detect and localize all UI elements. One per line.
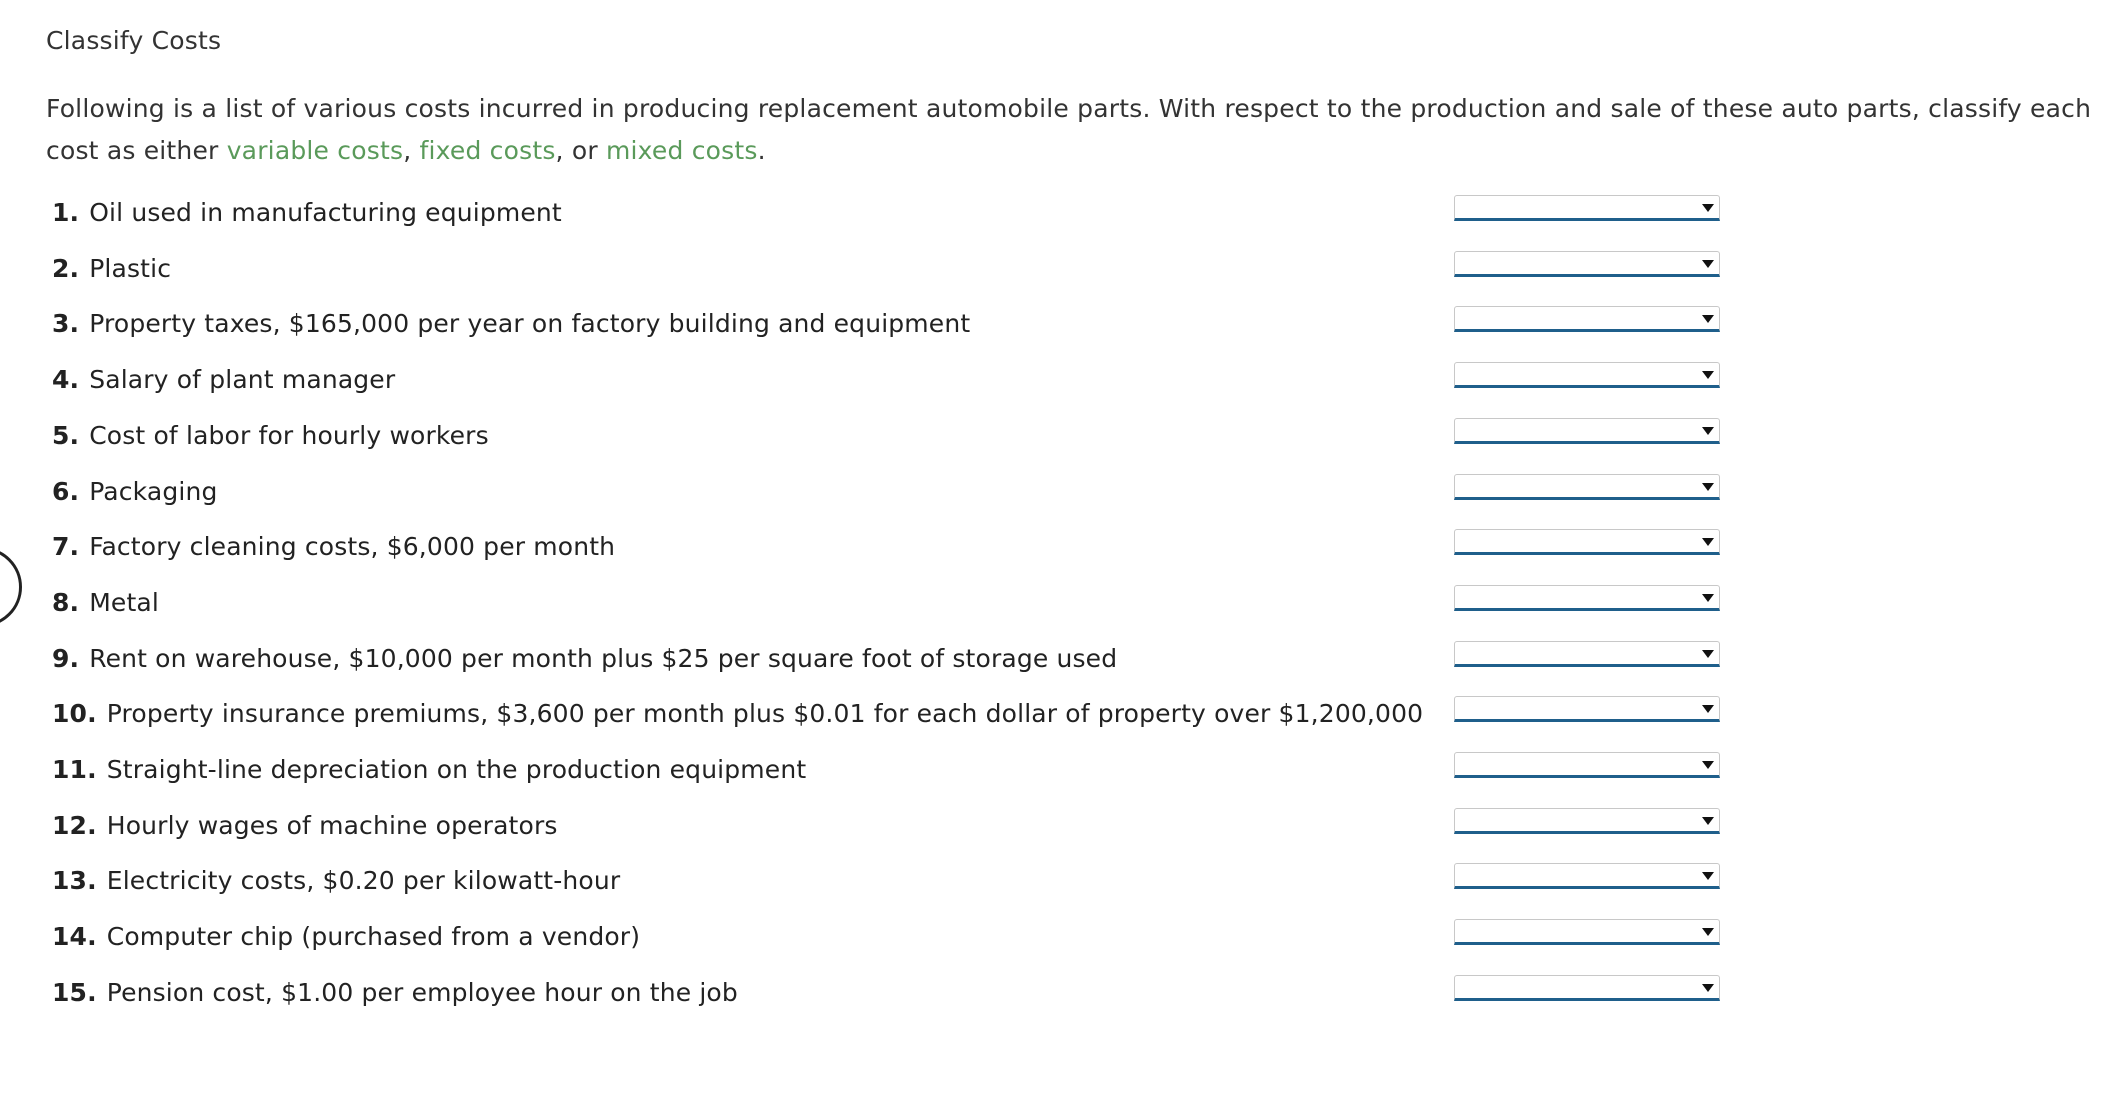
instructions-separator: , <box>403 136 420 165</box>
question-row <box>0 803 2102 859</box>
cost-type-dropdown[interactable] <box>1454 696 1720 722</box>
question-text <box>52 421 489 450</box>
question-number: 7. <box>52 532 80 562</box>
question-row <box>0 190 2102 246</box>
question-number: 11. <box>52 755 97 784</box>
question-label: Electricity costs, $0.20 per kilowatt-hour <box>106 866 621 896</box>
chevron-down-icon <box>1702 928 1714 936</box>
question-text <box>52 866 620 895</box>
question-row <box>0 524 2102 580</box>
cost-type-dropdown[interactable] <box>1454 474 1720 500</box>
question-row <box>0 636 2102 692</box>
question-number: 13. <box>52 866 97 896</box>
chevron-down-icon <box>1702 315 1714 323</box>
question-label: Oil used in manufacturing equipment <box>89 198 562 227</box>
chevron-down-icon <box>1702 594 1714 602</box>
question-row <box>0 691 2102 747</box>
chevron-down-icon <box>1702 538 1714 546</box>
question-label: Property insurance premiums, $3,600 per month plus $0.01 for each dollar of property over $1,200,000 <box>106 699 1424 729</box>
cost-type-dropdown[interactable] <box>1454 752 1720 778</box>
chevron-down-icon <box>1702 761 1714 769</box>
question-row <box>0 301 2102 357</box>
instructions-text: Following is a list of various costs incurred in producing replacement automobile parts. With respect to the production and sale of these auto parts, classify each cost as either <box>46 94 2092 165</box>
question-row <box>0 580 2102 636</box>
page-title: Classify Costs <box>46 26 222 55</box>
question-text <box>52 699 1423 728</box>
question-text <box>52 755 806 784</box>
cost-type-dropdown[interactable] <box>1454 529 1720 555</box>
term-variable-costs-link[interactable]: variable costs <box>226 136 404 165</box>
question-text <box>52 309 970 338</box>
question-label: Factory cleaning costs, $6,000 per month <box>89 532 616 562</box>
cost-type-dropdown[interactable] <box>1454 585 1720 611</box>
cost-type-dropdown[interactable] <box>1454 808 1720 834</box>
cost-type-dropdown[interactable] <box>1454 919 1720 945</box>
question-number: 3. <box>52 309 80 339</box>
question-row <box>0 747 2102 803</box>
question-text <box>52 811 558 840</box>
cost-type-dropdown[interactable] <box>1454 251 1720 277</box>
cost-type-dropdown[interactable] <box>1454 863 1720 889</box>
question-number: 10. <box>52 699 97 729</box>
question-row <box>0 413 2102 469</box>
question-number: 2. <box>52 253 80 283</box>
chevron-down-icon <box>1702 371 1714 379</box>
question-text <box>52 477 217 506</box>
instructions-end: . <box>757 136 766 165</box>
chevron-down-icon <box>1702 705 1714 713</box>
question-label: Rent on warehouse, $10,000 per month plus $25 per square foot of storage used <box>89 643 1118 673</box>
chevron-down-icon <box>1702 483 1714 491</box>
question-text <box>52 978 738 1007</box>
question-label: Packaging <box>89 476 218 506</box>
cost-type-dropdown[interactable] <box>1454 195 1720 221</box>
question-label: Plastic <box>89 253 172 283</box>
question-label: Property taxes, $165,000 per year on factory building and equipment <box>89 309 971 339</box>
question-number: 12. <box>52 810 97 840</box>
question-number: 5. <box>52 420 80 450</box>
term-fixed-costs-link[interactable]: fixed costs <box>419 136 556 165</box>
question-row <box>0 858 2102 914</box>
instructions-separator: , or <box>555 136 606 165</box>
question-row <box>0 357 2102 413</box>
question-text <box>52 644 1117 673</box>
question-text <box>52 532 615 561</box>
question-number: 9. <box>52 643 80 673</box>
question-label: Hourly wages of machine operators <box>106 810 558 840</box>
question-text <box>52 365 395 394</box>
question-text <box>52 254 171 283</box>
question-label: Salary of plant manager <box>89 365 396 395</box>
cost-type-dropdown[interactable] <box>1454 306 1720 332</box>
instructions <box>46 88 2096 172</box>
cost-type-dropdown[interactable] <box>1454 641 1720 667</box>
question-row <box>0 970 2102 1026</box>
cost-type-dropdown[interactable] <box>1454 975 1720 1001</box>
question-label: Metal <box>89 587 159 617</box>
chevron-down-icon <box>1702 260 1714 268</box>
question-number: 15. <box>52 977 97 1007</box>
cost-type-dropdown[interactable] <box>1454 362 1720 388</box>
chevron-down-icon <box>1702 817 1714 825</box>
chevron-down-icon <box>1702 427 1714 435</box>
question-row <box>0 469 2102 525</box>
question-number: 1. <box>52 198 80 227</box>
question-label: Computer chip (purchased from a vendor) <box>106 922 641 952</box>
chevron-down-icon <box>1702 872 1714 880</box>
question-number: 4. <box>52 365 80 395</box>
question-number: 14. <box>52 922 97 952</box>
chevron-down-icon <box>1702 650 1714 658</box>
question-row <box>0 246 2102 302</box>
question-label: Cost of labor for hourly workers <box>89 420 489 450</box>
question-text <box>52 198 562 227</box>
term-mixed-costs-link[interactable]: mixed costs <box>605 136 758 165</box>
chevron-down-icon <box>1702 204 1714 212</box>
question-label: Pension cost, $1.00 per employee hour on the job <box>106 977 738 1007</box>
question-row <box>0 914 2102 970</box>
cost-type-dropdown[interactable] <box>1454 418 1720 444</box>
question-number: 6. <box>52 476 80 506</box>
question-text <box>52 588 159 617</box>
chevron-down-icon <box>1702 984 1714 992</box>
question-number: 8. <box>52 587 80 617</box>
question-text <box>52 922 640 951</box>
question-label: Straight-line depreciation on the production equipment <box>106 755 807 784</box>
